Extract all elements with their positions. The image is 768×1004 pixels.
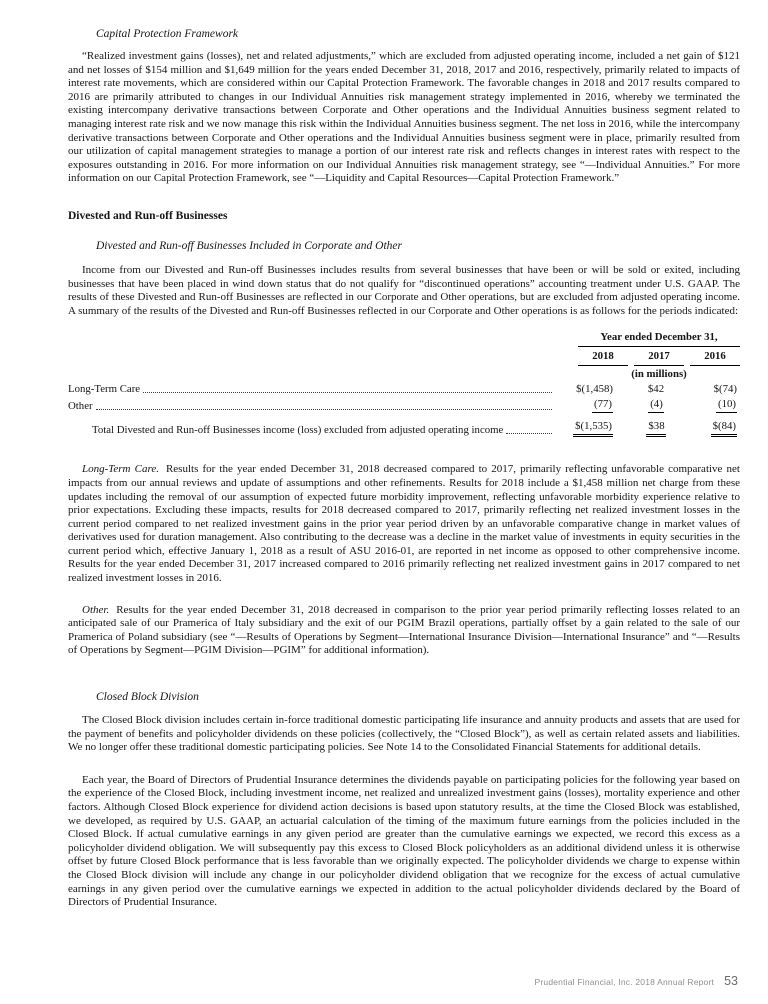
- dot-leader: [143, 392, 552, 393]
- cell-2018: (77): [563, 398, 615, 413]
- total-cell-2016: $(84): [687, 420, 740, 437]
- table-caption-row: [68, 331, 740, 347]
- other-lead: Other.: [82, 603, 110, 616]
- divested-included-subheading: Divested and Run-off Businesses Included in Corporate and Other: [96, 239, 402, 252]
- closed-block-paragraph-1: The Closed Block division includes certain in-force traditional domestic participating life insurance and annuity products and assets that are used for the payment of benefits and policyholder dividends on these policies (collectively, the “Closed Block”), as well as certain related assets and liabilities. We no longer offer these traditional domestic participating policies. See Note 14 to the Consolidated Financial Statements for additional details.: [68, 714, 740, 754]
- total-cell-2017: $38: [621, 420, 681, 437]
- cell-2018: $(1,458): [576, 383, 613, 396]
- row-label: Long-Term Care: [68, 383, 141, 396]
- row-label: Other: [68, 400, 93, 413]
- long-term-care-paragraph: [68, 463, 740, 585]
- page-footer: [535, 974, 739, 988]
- footer-report-label: Prudential Financial, Inc. 2018 Annual Report: [534, 977, 715, 987]
- cell-2016: (10): [687, 398, 740, 413]
- cell-2017: (4): [621, 398, 681, 413]
- closed-block-heading: Closed Block Division: [96, 691, 199, 704]
- total-row-label: Total Divested and Run-off Businesses income (loss) excluded from adjusted operating income: [92, 424, 504, 437]
- table-col-header-2018: 2018: [578, 350, 628, 366]
- table-row-long-term-care: [68, 383, 740, 396]
- other-paragraph: [68, 604, 740, 658]
- total-cell-2018: $(1,535): [563, 420, 615, 437]
- table-row-other: [68, 398, 740, 413]
- table-year-header-row: [68, 347, 740, 366]
- table-col-header-2016: 2016: [690, 350, 740, 366]
- table-row-total: [68, 420, 740, 437]
- closed-block-paragraph-2: Each year, the Board of Directors of Prudential Insurance determines the dividends payable on participating policies for the following year based on the experience of the Closed Block, including investment income, net realized and unrealized investment gains (losses), mortality experience and other factors. Although Closed Block experience for dividend action decisions is based upon statutory results, at the time the Closed Block was established, we developed, as required by U.S. GAAP, an actuarial calculation of the timing of the maximum future earnings from the policies included in the Closed Block. If actual cumulative earnings in any given period are greater than the cumulative earnings we expected, we record this excess as a policyholder dividend obligation. We will subsequently pay this excess to Closed Block policyholders as an additional dividend unless it is otherwise offset by future Closed Block performance that is less favorable than we originally expected. The policyholder dividends we charge to expense within the Closed Block division will include any change in our policyholder dividend obligation that we recognize for the excess of actual cumulative earnings in any given period over the cumulative earnings we expected in addition to the actual policyholder dividends declared by the Board of Directors of Prudential Insurance.: [68, 773, 740, 909]
- cell-2016: $(74): [713, 383, 737, 396]
- long-term-care-lead: Long-Term Care.: [82, 463, 159, 476]
- footer-page-number: 53: [724, 974, 738, 988]
- table-unit-row: [68, 366, 740, 381]
- other-body: Results for the year ended December 31, 2018 decreased in comparison to the prior year period primarily reflecting losses related to an anticipated sale of our Pramerica of Italy subsidiary and the exit of our PGIM Brazil operations, partially offset by a gain related to the sale of our Pramerica of Poland subsidiary (see “—Results of Operations by Segment—International Insurance Division—International Insurance” and “—Results of Operations by Segment—PGIM Division—PGIM” for additional information).: [68, 603, 740, 657]
- table-col-header-2017: 2017: [634, 350, 684, 366]
- cell-2017: $42: [647, 383, 665, 396]
- divested-runoff-results-table: [68, 331, 740, 437]
- table-caption: Year ended December 31,: [578, 331, 740, 347]
- divested-runoff-heading: Divested and Run-off Businesses: [68, 209, 228, 222]
- dot-leader: [96, 409, 552, 410]
- long-term-care-body: Results for the year ended December 31, 2018 decreased compared to 2017, primarily reflecting unfavorable comparative net impacts from our annual reviews and update of assumptions and other refinements. Results for 2018 include a $1,458 million net charge from these updates including the removal of our assumption of expected future morbidity improvement, reflecting unfavorable morbidity experience relative to prior expectations. Excluding these impacts, results for 2018 decreased compared to 2017, primarily reflecting net realized investment losses in the current period compared to net realized investment gains in the prior year period driven by an unfavorable comparative change in market values of derivatives used for duration management. Also contributing to the decrease was a decline in the market value of investments in equity securities in the current period which, effective January 1, 2018 as a result of ASU 2016-01, are reported in net income as opposed to other comprehensive income. Results for the year ended December 31, 2017 increased compared to 2016 primarily reflecting net realized investment gains in 2017 compared to net realized investment losses in 2016.: [68, 463, 740, 585]
- capital-protection-paragraph: “Realized investment gains (losses), net and related adjustments,” which are excluded from adjusted operating income, included a net gain of $121 and net losses of $154 million and $1,649 million for the years ended December 31, 2018, 2017 and 2016, respectively, primarily related to impacts of interest rate movements, which are considered within our Capital Protection Framework. The favorable changes in 2018 and 2017 results compared to 2016 are primarily attributed to changes in our Individual Annuities risk management strategy implemented in 2016, whereby we terminated the existing intercompany derivative transactions between Corporate and Other operations and the Individual Annuities business segment related to managing interest rate risk and we now manage this risk within the Individual Annuities business segment. The net loss in 2016, while the intercompany derivative transactions between Corporate and Other operations and the Individual Annuities business segment were in place, primarily resulted from our utilization of capital management strategies to manage a portion of our interest rate risk and reflects changes in interest rates with respect to the exposures outstanding in 2016. For more information on our Individual Annuities risk management strategy, see “—Individual Annuities.” For more information on our Capital Protection Framework, see “—Liquidity and Capital Resources—Capital Protection Framework.”: [68, 50, 740, 185]
- dot-leader: [506, 433, 552, 434]
- capital-protection-heading: Capital Protection Framework: [96, 28, 239, 40]
- divested-intro-paragraph: Income from our Divested and Run-off Businesses includes results from several businesses that have been or will be sold or exited, including businesses that have been placed in wind down status that do not qualify for “discontinued operations” accounting treatment under U.S. GAAP. The results of these Divested and Run-off Businesses are reflected in our Corporate and Other operations, but are excluded from adjusted operating income. A summary of the results of the Divested and Run-off Businesses reflected in our Corporate and Other operations is as follows for the periods indicated:: [68, 263, 740, 317]
- table-unit-label: (in millions): [631, 368, 687, 381]
